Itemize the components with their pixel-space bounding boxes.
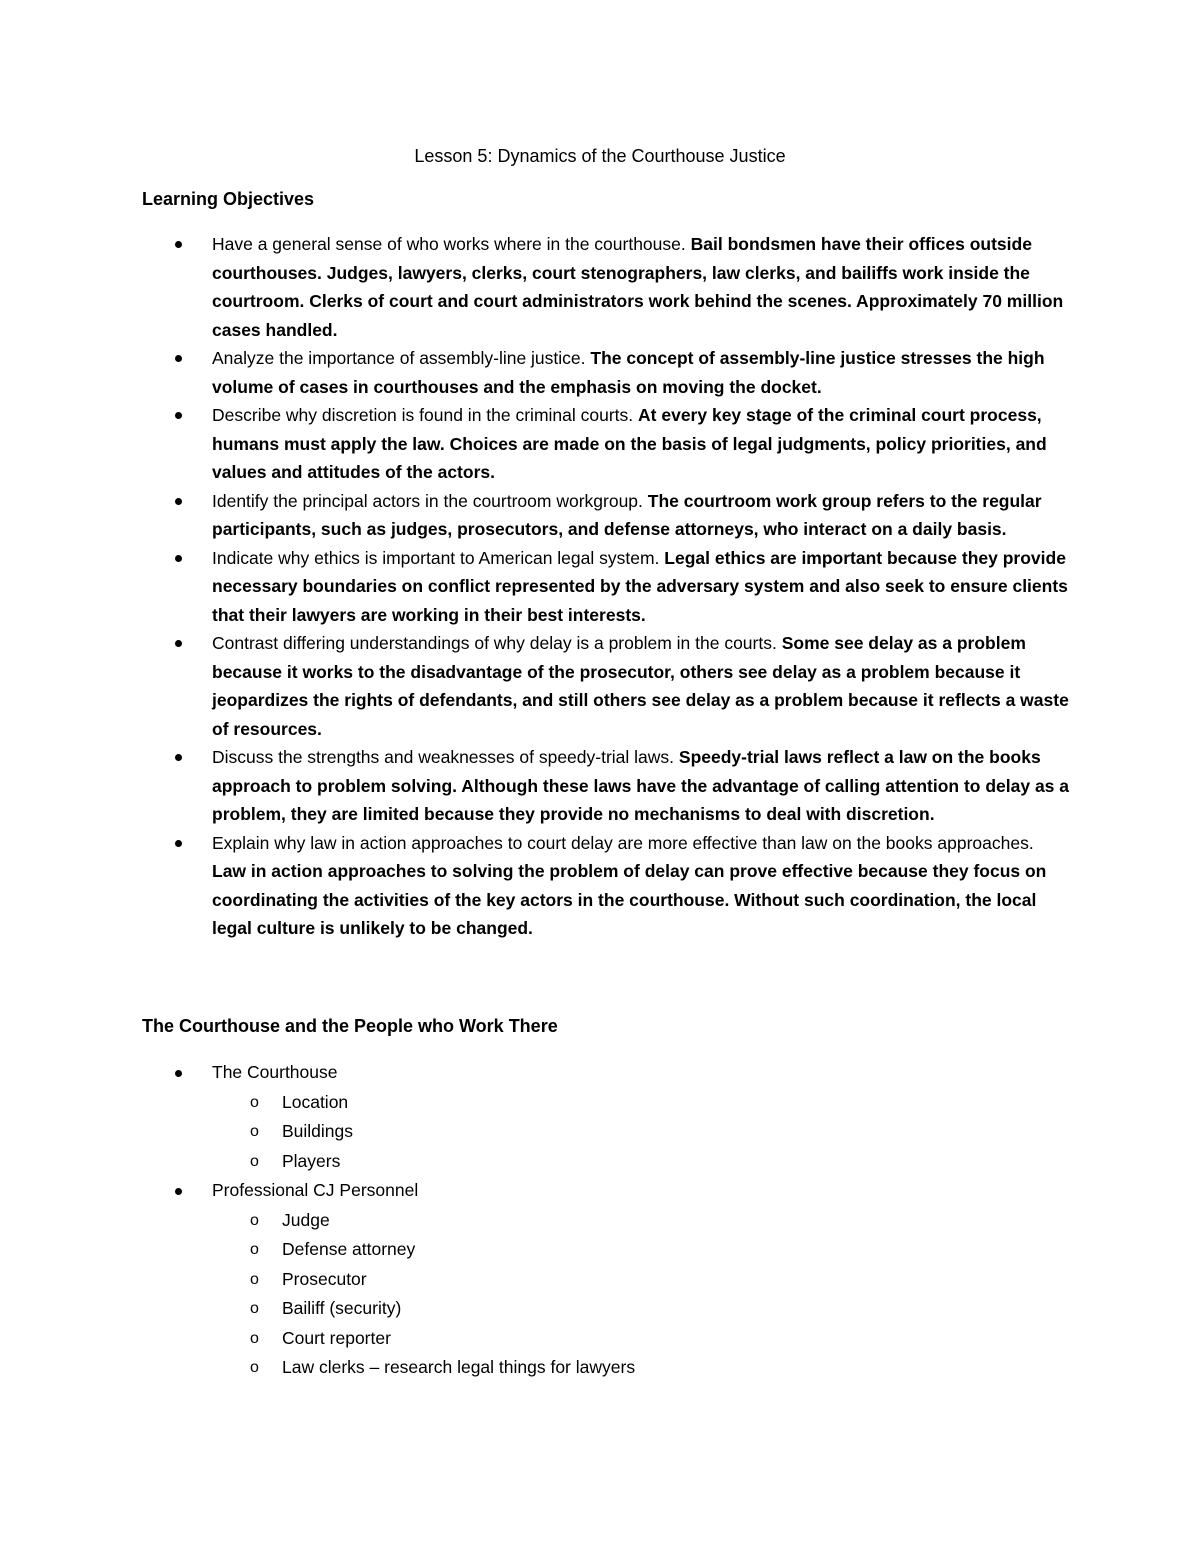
list-item bbox=[142, 230, 1072, 344]
objective-lead: Discuss the strengths and weaknesses of speedy-trial laws. bbox=[212, 747, 675, 767]
sub-list bbox=[142, 1088, 1072, 1177]
sub-list-item bbox=[142, 1088, 1072, 1118]
sub-bullet-marker: o bbox=[250, 1329, 259, 1347]
bullet-icon bbox=[175, 754, 182, 761]
list-item-label: The Courthouse bbox=[212, 1062, 338, 1082]
sub-bullet-marker: o bbox=[250, 1300, 259, 1317]
sub-item-label: Players bbox=[282, 1150, 341, 1171]
sub-bullet-marker: o bbox=[250, 1211, 259, 1229]
bullet-icon bbox=[175, 241, 182, 248]
sub-list-item bbox=[142, 1324, 1072, 1354]
sub-list-item bbox=[142, 1235, 1072, 1265]
objective-detail: At every key stage of the criminal court process, humans must apply the law. Choices are made on the basis of legal judgments, policy priorities, and values and attitudes of the actors. bbox=[212, 405, 1047, 482]
objective-detail: The courtroom work group refers to the regular participants, such as judges, prosecutors, and defense attorneys, who interact on a daily basis. bbox=[212, 490, 1042, 539]
sub-bullet-marker: o bbox=[250, 1270, 259, 1288]
list-item bbox=[142, 344, 1072, 401]
sub-item-label: Bailiff (security) bbox=[282, 1298, 402, 1318]
list-item bbox=[142, 629, 1072, 743]
sub-list-item bbox=[142, 1206, 1072, 1236]
sub-list-item bbox=[142, 1265, 1072, 1295]
learning-objectives-list bbox=[142, 230, 1072, 943]
list-item bbox=[142, 487, 1072, 544]
list-item bbox=[142, 401, 1072, 487]
sub-item-label: Defense attorney bbox=[282, 1239, 416, 1259]
sub-list-item bbox=[142, 1353, 1072, 1383]
sub-bullet-marker: o bbox=[250, 1359, 259, 1376]
list-item-label: Professional CJ Personnel bbox=[212, 1180, 419, 1200]
sub-list-item bbox=[142, 1117, 1072, 1147]
section-heading-courthouse: The Courthouse and the People who Work There bbox=[142, 1016, 558, 1036]
list-item bbox=[142, 743, 1072, 829]
document-title: Lesson 5: Dynamics of the Courthouse Justice bbox=[414, 146, 786, 166]
objective-detail: The concept of assembly-line justice stresses the high volume of cases in courthouses and the emphasis on moving the docket. bbox=[212, 348, 1045, 397]
sub-bullet-marker: o bbox=[250, 1093, 259, 1111]
sub-list-item bbox=[142, 1294, 1072, 1324]
bullet-icon bbox=[175, 355, 182, 362]
bullet-icon bbox=[175, 1070, 182, 1077]
objective-lead: Identify the principal actors in the courtroom workgroup. bbox=[212, 490, 643, 511]
section-heading-learning-objectives: Learning Objectives bbox=[142, 189, 315, 209]
list-item bbox=[142, 1058, 1072, 1176]
list-item bbox=[142, 544, 1072, 630]
bullet-icon bbox=[175, 1188, 182, 1195]
sub-item-label: Prosecutor bbox=[282, 1268, 367, 1289]
objective-lead: Indicate why ethics is important to American legal system. bbox=[212, 547, 660, 568]
objective-detail: Speedy-trial laws reflect a law on the books approach to problem solving. Although these laws have the advantage of calling attention to delay as a problem, they are limited because they provide no mechanisms to deal with discretion. bbox=[212, 747, 1070, 824]
objective-lead: Explain why law in action approaches to court delay are more effective than law on the books approaches. bbox=[212, 832, 1034, 853]
sub-item-label: Law clerks – research legal things for lawyers bbox=[282, 1357, 636, 1377]
objective-lead: Have a general sense of who works where in the courthouse. bbox=[212, 234, 686, 254]
sub-item-label: Court reporter bbox=[282, 1327, 391, 1348]
objective-lead: Contrast differing understandings of why delay is a problem in the courts. bbox=[212, 633, 777, 653]
objective-detail: Legal ethics are important because they provide necessary boundaries on conflict represented by the adversary system and also seek to ensure clients that their lawyers are working in their best interests. bbox=[212, 547, 1068, 625]
courthouse-list bbox=[142, 1058, 1072, 1383]
sub-list-item bbox=[142, 1147, 1072, 1177]
bullet-icon bbox=[175, 555, 182, 562]
objective-detail: Law in action approaches to solving the problem of delay can prove effective because they focus on coordinating the activities of the key actors in the courthouse. Without such coordination, the local legal culture is unlikely to be changed. bbox=[212, 861, 1047, 938]
list-item bbox=[142, 829, 1072, 943]
bullet-icon bbox=[175, 412, 182, 419]
bullet-icon bbox=[175, 640, 182, 647]
sub-bullet-marker: o bbox=[250, 1152, 259, 1170]
bullet-icon bbox=[175, 840, 182, 847]
objective-lead: Describe why discretion is found in the criminal courts. bbox=[212, 405, 634, 425]
sub-item-label: Judge bbox=[282, 1209, 330, 1230]
sub-item-label: Location bbox=[282, 1091, 349, 1112]
objective-detail: Bail bondsmen have their offices outside courthouses. Judges, lawyers, clerks, court stenographers, law clerks, and bailiffs work inside the courtroom. Clerks of court and court administrators work behind the scenes. Approximately 70 million cases handled. bbox=[212, 234, 1064, 340]
sub-bullet-marker: o bbox=[250, 1123, 259, 1140]
bullet-icon bbox=[175, 498, 182, 505]
sub-item-label: Buildings bbox=[282, 1121, 354, 1141]
sub-list bbox=[142, 1206, 1072, 1383]
list-item bbox=[142, 1176, 1072, 1383]
objective-lead: Analyze the importance of assembly-line justice. bbox=[212, 348, 586, 368]
sub-bullet-marker: o bbox=[250, 1241, 259, 1258]
objective-detail: Some see delay as a problem because it works to the disadvantage of the prosecutor, others see delay as a problem because it jeopardizes the rights of defendants, and still others see delay as a problem because it reflects a waste of resources. bbox=[212, 633, 1069, 739]
